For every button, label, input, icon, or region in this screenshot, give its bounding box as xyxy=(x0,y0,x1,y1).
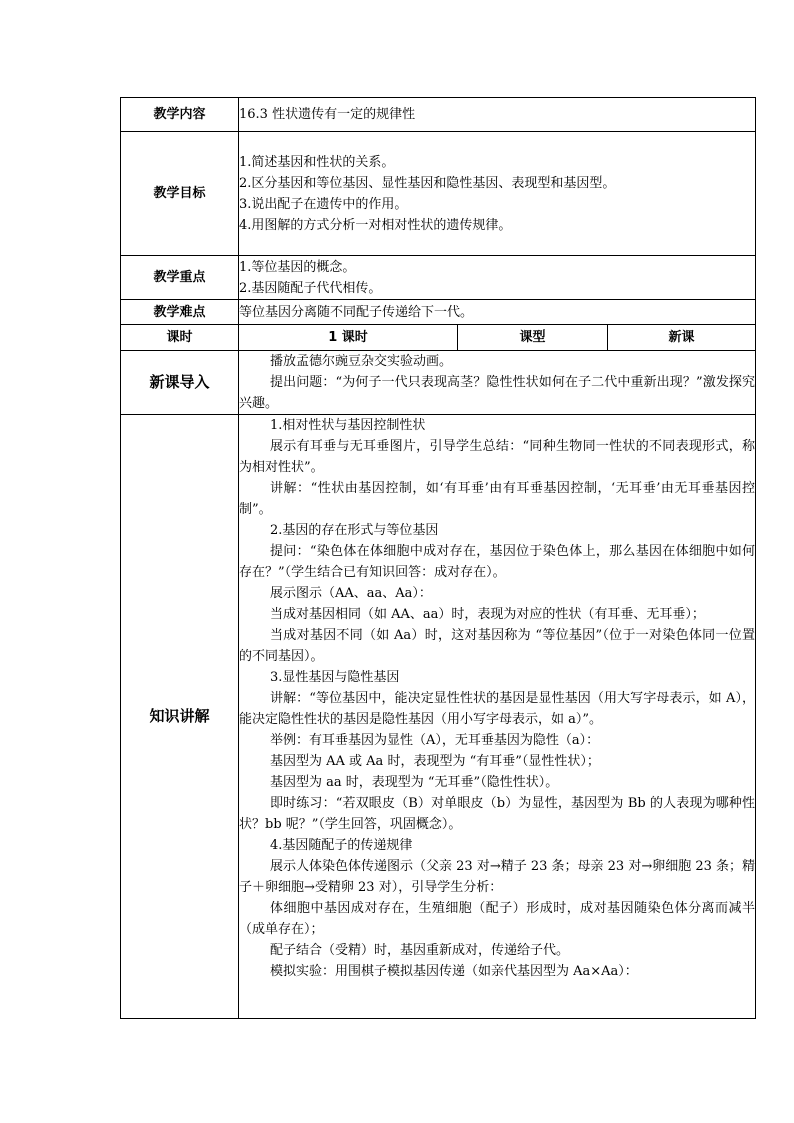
key-point-item: 2.基因随配子代代相传。 xyxy=(239,280,382,296)
knowledge-paragraph: 展示图示（AA、aa、Aa）： xyxy=(270,586,432,601)
row-content xyxy=(121,98,756,132)
value-difficulty: 等位基因分离随不同配子传递给下一代。 xyxy=(239,300,756,325)
value-knowledge xyxy=(239,415,756,1019)
knowledge-paragraph: 展示有耳垂与无耳垂图片，引导学生总结：“同种生物同一性状的不同表现形式，称为相对性状”。 xyxy=(239,439,756,475)
knowledge-paragraph: 即时练习：“若双眼皮（B）对单眼皮（b）为显性，基因型为 Bb 的人表现为哪种性状？bb 呢？”（学生回答，巩固概念）。 xyxy=(239,796,756,832)
goal-item: 4.用图解的方式分析一对相对性状的遗传规律。 xyxy=(239,217,512,233)
label-schedule: 课时 xyxy=(121,325,239,351)
label-goals: 教学目标 xyxy=(121,132,239,256)
knowledge-heading: 4.基因随配子的传递规律 xyxy=(270,838,413,853)
lesson-plan-table xyxy=(120,97,756,1019)
value-schedule: 1 课时 xyxy=(239,325,458,351)
knowledge-paragraph: 展示人体染色体传递图示（父亲 23 对→精子 23 条；母亲 23 对→卵细胞 23 条；精子＋卵细胞→受精卵 23 对），引导学生分析： xyxy=(239,859,756,895)
knowledge-heading: 3.显性基因与隐性基因 xyxy=(270,670,400,685)
goal-item: 1.简述基因和性状的关系。 xyxy=(239,154,395,170)
label-difficulty: 教学难点 xyxy=(121,300,239,325)
value-key-points xyxy=(239,256,756,300)
row-goals xyxy=(121,132,756,256)
knowledge-paragraph: 讲解：“等位基因中，能决定显性性状的基因是显性基因（用大写字母表示，如 A），能决定隐性性状的基因是隐性基因（用小写字母表示，如 a）”。 xyxy=(239,691,756,727)
knowledge-paragraph: 体细胞中基因成对存在，生殖细胞（配子）形成时，成对基因随染色体分离而减半（成单存在）； xyxy=(239,901,756,937)
knowledge-paragraph: 当成对基因不同（如 Aa）时，这对基因称为 “等位基因”（位于一对染色体同一位置的不同基因）。 xyxy=(239,628,756,664)
row-intro xyxy=(121,351,756,415)
value-lesson-type: 新课 xyxy=(608,325,756,351)
knowledge-paragraph: 提问：“染色体在体细胞中成对存在，基因位于染色体上，那么基因在体细胞中如何存在？”（学生结合已有知识回答：成对存在）。 xyxy=(239,544,756,580)
value-intro xyxy=(239,351,756,415)
knowledge-paragraph: 基因型为 aa 时，表现型为 “无耳垂”（隐性性状）。 xyxy=(270,775,559,790)
knowledge-paragraph: 讲解：“性状由基因控制，如‘有耳垂’由有耳垂基因控制，‘无耳垂’由无耳垂基因控制”。 xyxy=(239,481,756,517)
knowledge-heading: 2.基因的存在形式与等位基因 xyxy=(270,523,439,538)
goal-item: 3.说出配子在遗传中的作用。 xyxy=(239,196,408,212)
row-schedule xyxy=(121,325,756,351)
row-difficulty xyxy=(121,300,756,325)
key-point-item: 1.等位基因的概念。 xyxy=(239,259,356,275)
knowledge-heading: 1.相对性状与基因控制性状 xyxy=(270,418,426,433)
knowledge-paragraph: 配子结合（受精）时，基因重新成对，传递给子代。 xyxy=(270,943,570,958)
label-key-points: 教学重点 xyxy=(121,256,239,300)
knowledge-paragraph: 举例：有耳垂基因为显性（A），无耳垂基因为隐性（a）： xyxy=(270,733,600,748)
row-key-points xyxy=(121,256,756,300)
goal-item: 2.区分基因和等位基因、显性基因和隐性基因、表现型和基因型。 xyxy=(239,175,616,191)
knowledge-paragraph: 当成对基因相同（如 AA、aa）时，表现为对应的性状（有耳垂、无耳垂）； xyxy=(270,607,705,622)
knowledge-paragraph: 模拟实验：用围棋子模拟基因传递（如亲代基因型为 Aa×Aa）： xyxy=(270,964,638,979)
intro-paragraph: 提出问题：“为何子一代只表现高茎？隐性性状如何在子二代中重新出现？”激发探究兴趣。 xyxy=(239,375,756,411)
value-content: 16.3 性状遗传有一定的规律性 xyxy=(239,98,756,132)
row-knowledge xyxy=(121,415,756,1019)
label-knowledge: 知识讲解 xyxy=(121,415,239,1019)
value-goals xyxy=(239,132,756,256)
label-intro: 新课导入 xyxy=(121,351,239,415)
knowledge-paragraph: 基因型为 AA 或 Aa 时，表现型为 “有耳垂”（显性性状）； xyxy=(270,754,600,769)
label-content: 教学内容 xyxy=(121,98,239,132)
label-lesson-type: 课型 xyxy=(458,325,608,351)
intro-paragraph: 播放孟德尔豌豆杂交实验动画。 xyxy=(270,354,453,369)
